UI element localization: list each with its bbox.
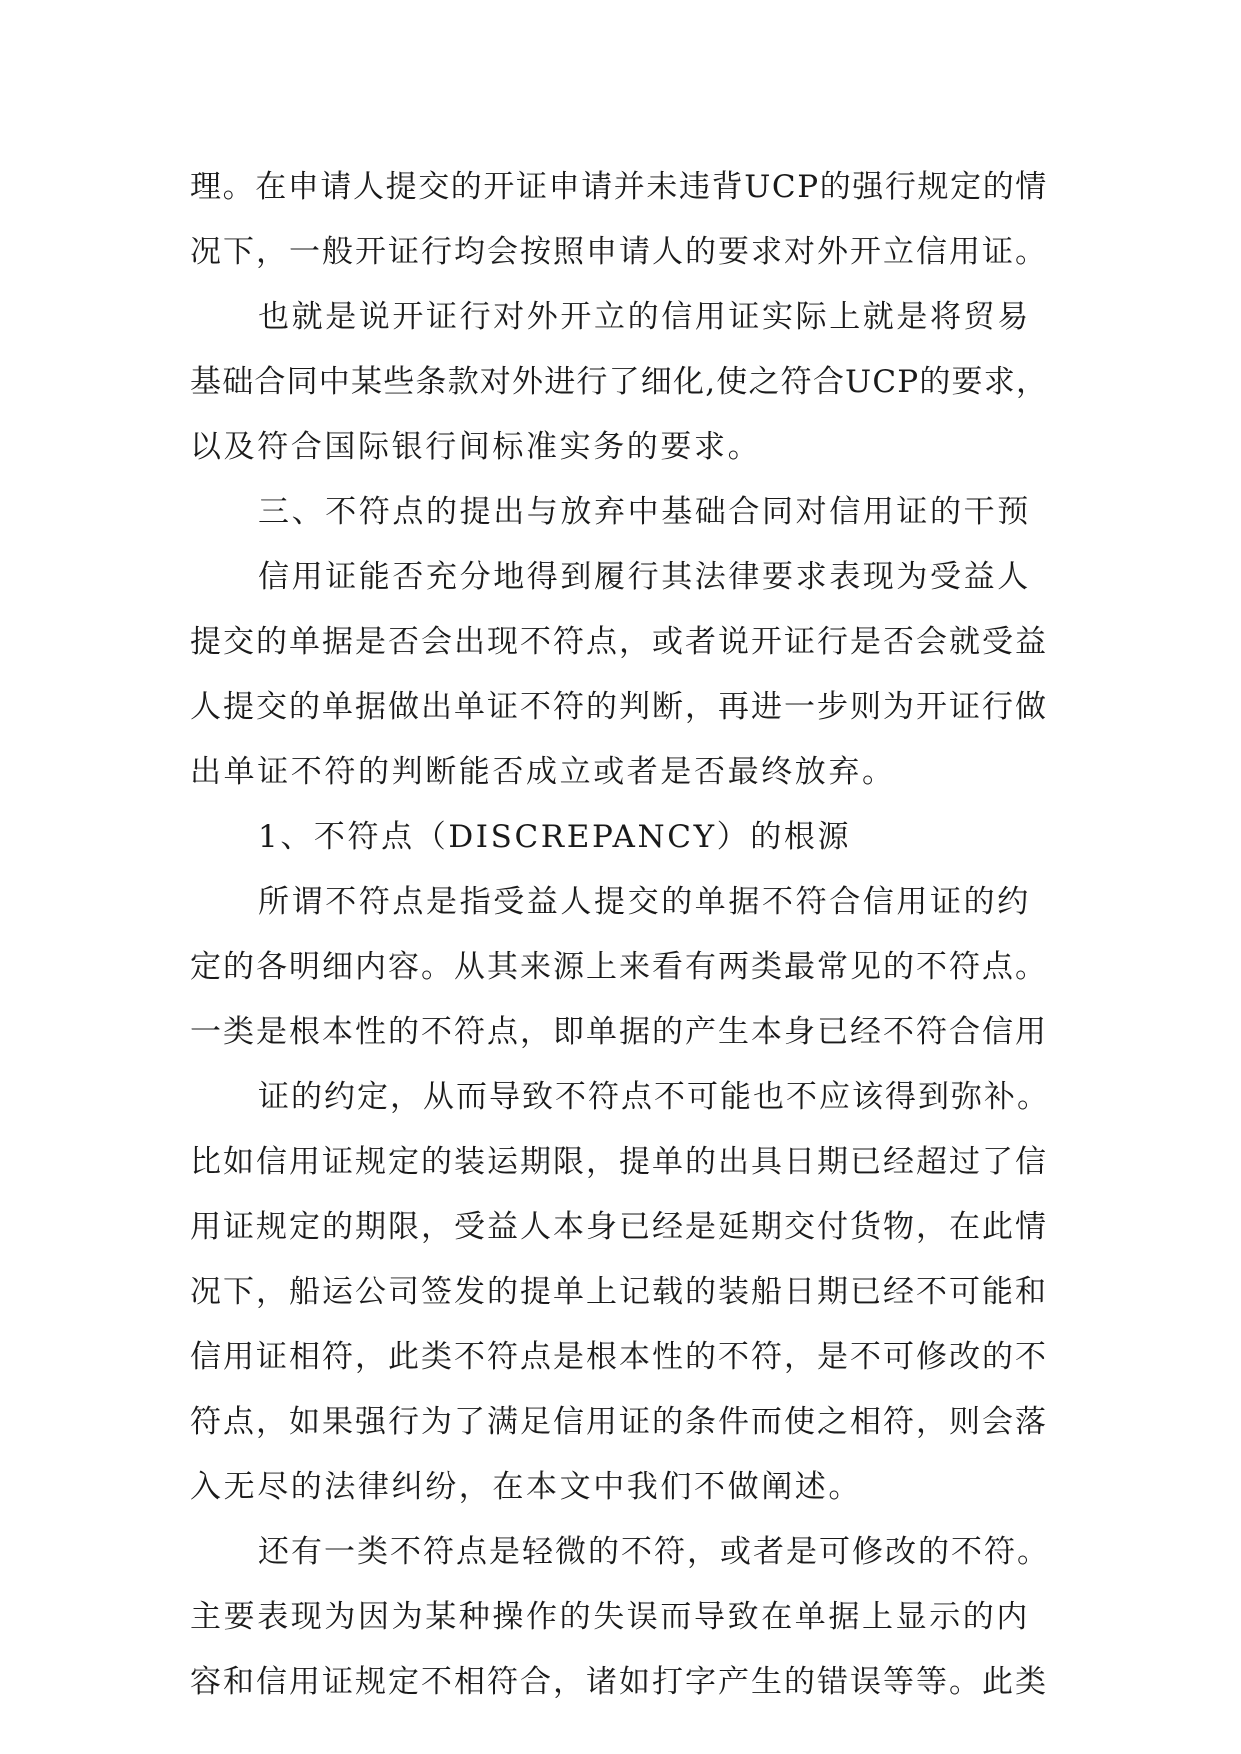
text-line: 出单证不符的判断能否成立或者是否最终放弃。 <box>190 754 896 790</box>
text-line: 理。在申请人提交的开证申请并未违背UCP的强行规定的情 <box>190 169 1048 205</box>
text-line: 容和信用证规定不相符合，诸如打字产生的错误等等。此类 <box>190 1664 1048 1700</box>
text-line: 提交的单据是否会出现不符点，或者说开证行是否会就受益 <box>190 624 1048 660</box>
section-heading: 三、不符点的提出与放弃中基础合同对信用证的干预 <box>258 494 1031 530</box>
text-line: 定的各明细内容。从其来源上来看有两类最常见的不符点。 <box>190 949 1048 985</box>
paragraph-start-line: 信用证能否充分地得到履行其法律要求表现为受益人 <box>258 559 1031 595</box>
text-line: 人提交的单据做出单证不符的判断，再进一步则为开证行做 <box>190 689 1048 725</box>
text-line: 信用证相符，此类不符点是根本性的不符，是不可修改的不 <box>190 1339 1048 1375</box>
paragraph-start-line: 所谓不符点是指受益人提交的单据不符合信用证的约 <box>258 884 1031 920</box>
text-line: 况下，一般开证行均会按照申请人的要求对外开立信用证。 <box>190 234 1048 270</box>
text-line: 基础合同中某些条款对外进行了细化,使之符合UCP的要求， <box>190 364 1049 400</box>
subsection-heading: 1、不符点（DISCREPANCY）的根源 <box>258 819 852 855</box>
paragraph-start-line: 证的约定，从而导致不符点不可能也不应该得到弥补。 <box>258 1079 1050 1115</box>
text-line: 比如信用证规定的装运期限，提单的出具日期已经超过了信 <box>190 1144 1048 1180</box>
text-line: 一类是根本性的不符点，即单据的产生本身已经不符合信用 <box>190 1014 1048 1050</box>
paragraph-start-line: 还有一类不符点是轻微的不符，或者是可修改的不符。 <box>258 1534 1050 1570</box>
text-line: 用证规定的期限，受益人本身已经是延期交付货物，在此情 <box>190 1209 1048 1245</box>
text-line: 主要表现为因为某种操作的失误而导致在单据上显示的内 <box>190 1599 1030 1635</box>
text-line: 入无尽的法律纠纷，在本文中我们不做阐述。 <box>190 1469 862 1505</box>
text-line: 况下，船运公司签发的提单上记载的装船日期已经不可能和 <box>190 1274 1048 1310</box>
document-body <box>190 155 1050 1715</box>
paragraph-start-line: 也就是说开证行对外开立的信用证实际上就是将贸易 <box>258 299 1031 335</box>
text-line: 符点，如果强行为了满足信用证的条件而使之相符，则会落 <box>190 1404 1048 1440</box>
text-line: 以及符合国际银行间标准实务的要求。 <box>190 429 762 465</box>
